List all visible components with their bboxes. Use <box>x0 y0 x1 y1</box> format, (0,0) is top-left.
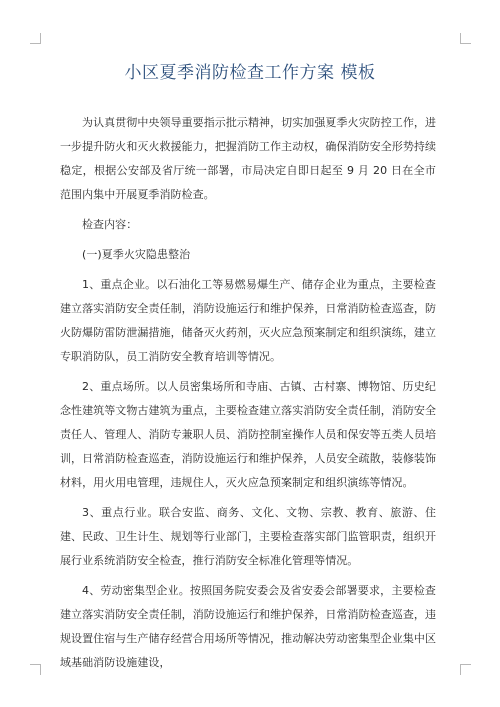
document-title: 小区夏季消防检查工作方案 模板 <box>124 63 376 83</box>
crop-mark-bottom-left <box>30 664 41 675</box>
crop-mark-top-left <box>30 33 41 44</box>
crop-mark-bottom-right <box>460 664 471 675</box>
crop-mark-top-right <box>460 33 471 44</box>
document-body <box>60 111 436 681</box>
item-key-industries: 3、重点行业。联合安监、商务、文化、文物、宗教、教育、旅游、住建、民政、卫生计生、规划等行业部门，主要检查落实部门监管职责，组织开展行业系统消防安全检查，推行消防安全标准化管理等情况。 <box>60 506 436 567</box>
subsection-heading-summer-fire-hazards: (一)夏季火灾隐患整治 <box>82 248 191 261</box>
section-label-inspection-content: 检查内容： <box>82 218 138 231</box>
item-key-enterprises: 1、重点企业。以石油化工等易燃易爆生产、储存企业为重点，主要检查建立落实消防安全责任制，消防设施运行和维护保养，日常消防检查巡查，防火防爆防雷防泄漏措施，储备灭火药剂，灭火应急预案制定和组织演练，建立专职消防队，员工消防安全教育培训等情况。 <box>60 278 436 363</box>
item-key-venues: 2、重点场所。以人员密集场所和寺庙、古镇、古村寨、博物馆、历史纪念性建筑等文物古建筑为重点，主要检查建立落实消防安全责任制，消防安全责任人、管理人、消防专兼职人员、消防控制室操作人员和保安等五类人员培训，日常消防检查巡查，消防设施运行和维护保养，人员安全疏散，装修装饰材料，用火用电管理，违规住人，灭火应急预案制定和组织演练等情况。 <box>60 380 436 489</box>
intro-paragraph: 为认真贯彻中央领导重要指示批示精神，切实加强夏季火灾防控工作，进一步提升防火和灭火救援能力，把握消防工作主动权，确保消防安全形势持续稳定，根据公安部及省厅统一部署，市局决定自即日起至 9 月 20 日在全市范围内集中开展夏季消防检查。 <box>60 116 436 201</box>
item-labor-intensive-enterprises: 4、劳动密集型企业。按照国务院安委会及省安委会部署要求，主要检查建立落实消防安全责任制，消防设施运行和维护保养，日常消防检查巡查，违规设置住宿与生产储存经营合用场所等情况，推动解决劳动密集型企业集中区域基础消防设施建设， <box>60 584 436 669</box>
